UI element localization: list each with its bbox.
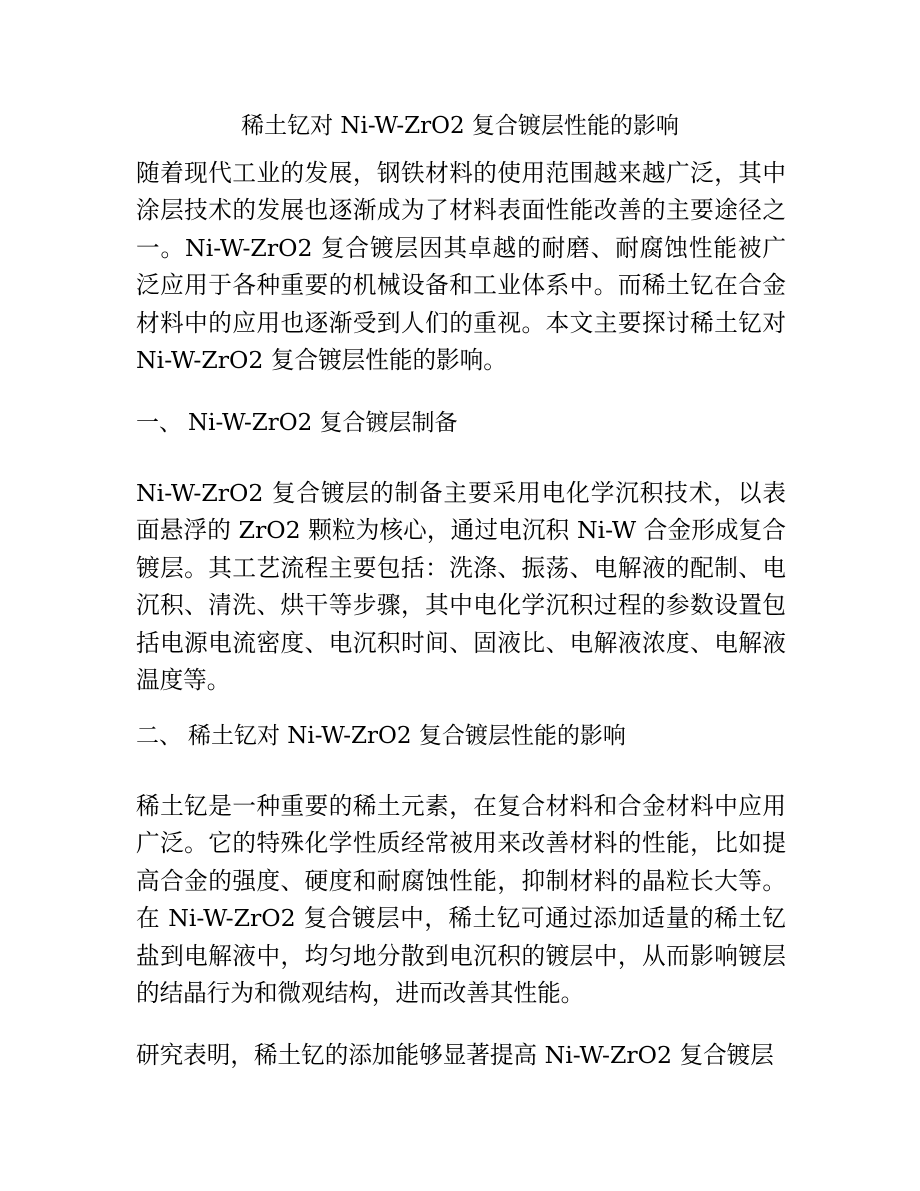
section-title-1: Ni-W-ZrO2 复合镀层制备 <box>188 410 458 436</box>
document-title: 稀土钇对 Ni-W-ZrO2 复合镀层性能的影响 <box>241 113 679 139</box>
section-title-2: 稀土钇对 Ni-W-ZrO2 复合镀层性能的影响 <box>188 723 626 749</box>
section-heading-2 <box>136 718 786 754</box>
section-number-2: 二、 <box>136 723 182 749</box>
yttrium-paragraph: 稀土钇是一种重要的稀土元素，在复合材料和合金材料中应用广泛。它的特殊化学性质经常被用来改善材料的性能，比如提高合金的强度、硬度和耐腐蚀性能，抑制材料的晶粒长大等。在 Ni-W-ZrO2 复合镀层中，稀土钇可通过添加适量的稀土钇盐到电解液中，均匀地分散到电沉积的镀层中，从而影响镀层的结晶行为和微观结构，进而改善其性能。 <box>136 792 786 1008</box>
preparation-paragraph: Ni-W-ZrO2 复合镀层的制备主要采用电化学沉积技术，以表面悬浮的 ZrO2 颗粒为核心，通过电沉积 Ni-W 合金形成复合镀层。其工艺流程主要包括：洗涤、振荡、电解液的配制、电沉积、清洗、烘干等步骤，其中电化学沉积过程的参数设置包括电源电流密度、电沉积时间、固液比、电解液浓度、电解液温度等。 <box>136 479 786 695</box>
section-number-1: 一、 <box>136 410 182 436</box>
intro-paragraph: 随着现代工业的发展，钢铁材料的使用范围越来越广泛，其中涂层技术的发展也逐渐成为了材料表面性能改善的主要途径之一。Ni-W-ZrO2 复合镀层因其卓越的耐磨、耐腐蚀性能被广泛应用于各种重要的机械设备和工业体系中。而稀土钇在合金材料中的应用也逐渐受到人们的重视。本文主要探讨稀土钇对 Ni-W-ZrO2 复合镀层性能的影响。 <box>136 159 786 375</box>
research-paragraph: 研究表明，稀土钇的添加能够显著提高 Ni-W-ZrO2 复合镀层 <box>136 1041 774 1069</box>
section-heading-1 <box>136 405 786 441</box>
